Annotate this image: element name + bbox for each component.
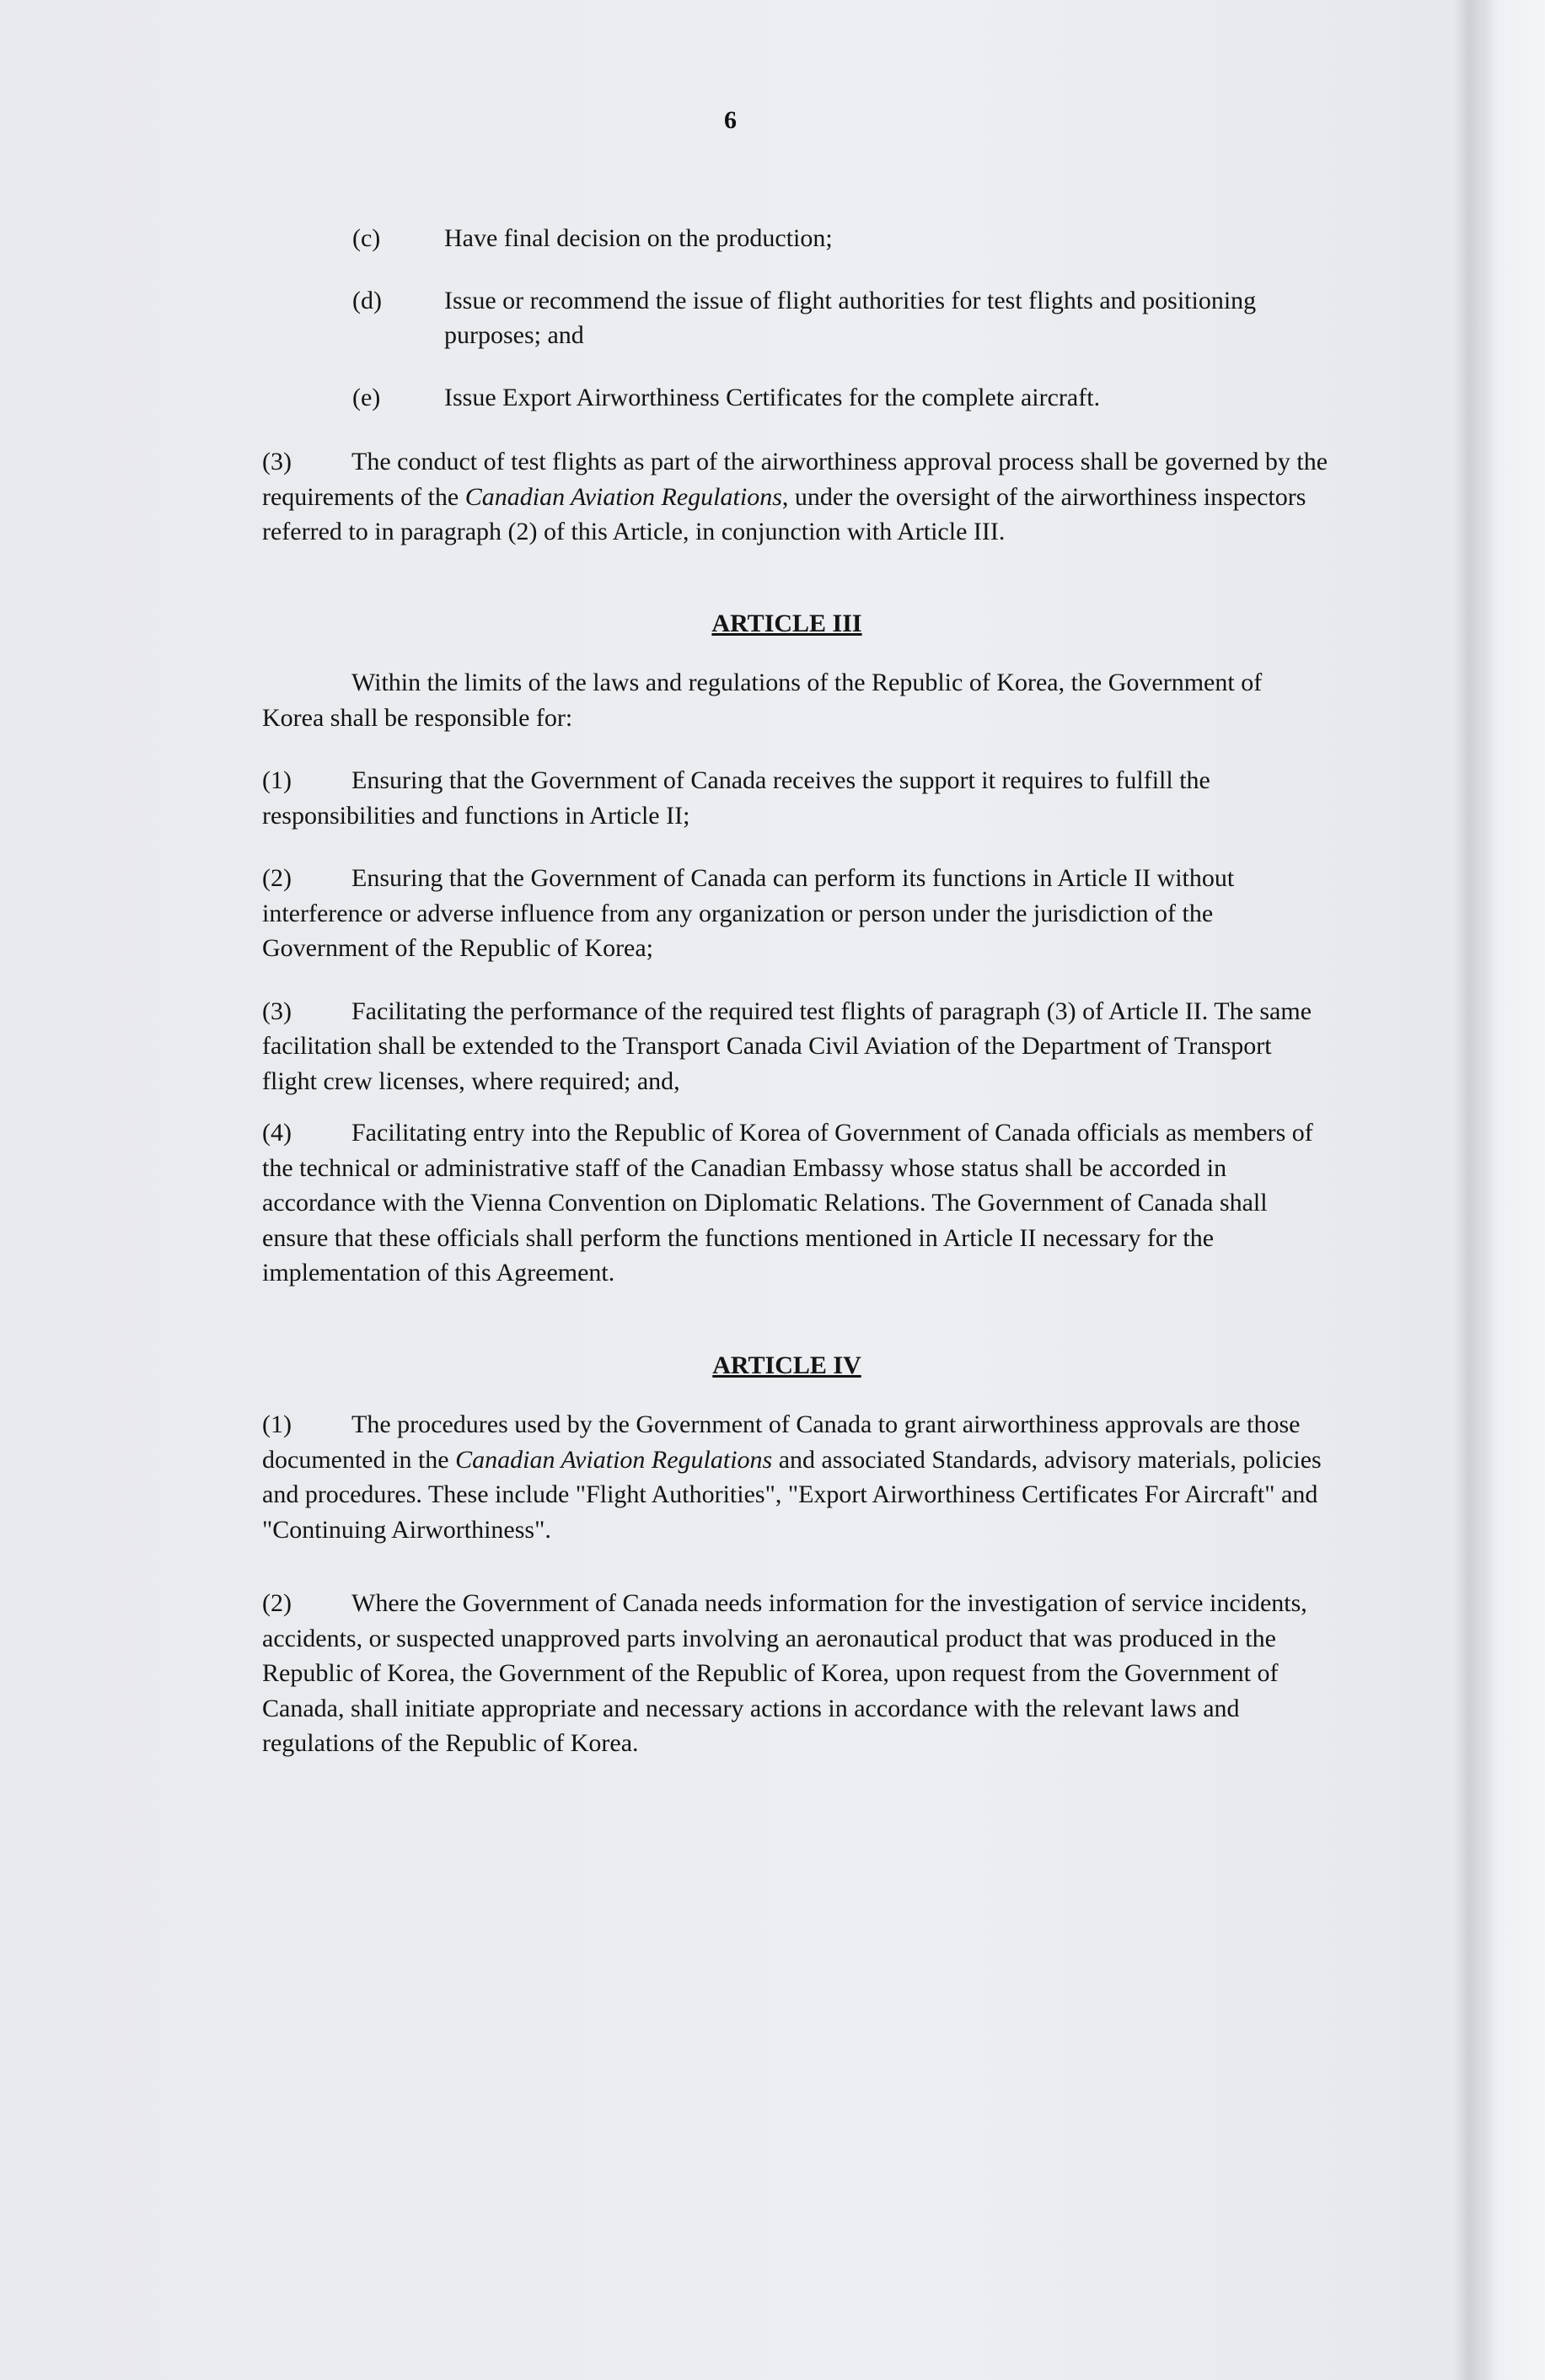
list-item-e [262, 380, 1328, 416]
paragraph-text: The procedures used by the Government of Canada to grant airworthiness approvals are those documented in the [262, 1410, 1301, 1474]
paragraph-number: (4) [262, 1119, 292, 1147]
article3-item-4 [262, 1115, 1328, 1291]
paragraph-number: (1) [262, 1410, 292, 1438]
paragraph-text: The conduct of test flights as part of the airworthiness approval process shall be governed by the requirements of the [262, 448, 1328, 511]
article3-item-2 [262, 861, 1328, 966]
page-number: 6 [724, 106, 737, 134]
article3-intro [262, 665, 1328, 735]
list-item-label: (e) [352, 383, 381, 411]
list-item-label: (c) [352, 224, 381, 252]
paragraph-number: (3) [262, 997, 292, 1025]
document-body [262, 221, 1328, 1789]
article3-item-1 [262, 763, 1328, 833]
paragraph-text: Within the limits of the laws and regulations of the Republic of Korea, the Government of Korea shall be responsible for: [262, 669, 1263, 732]
paragraph-text: Where the Government of Canada needs information for the investigation of service incidents, accidents, or suspected unapproved parts involving an aeronautical product that was produced in the Republic of Korea, the Government of the Republic of Korea, upon request from the Government of Canada, shall initiate appropriate and necessary actions in accordance with the relevant laws and regulations of the Republic of Korea. [262, 1589, 1307, 1757]
article-4-heading: ARTICLE IV [712, 1351, 861, 1379]
list-item-text: Have final decision on the production; [444, 224, 833, 252]
paragraph-text: Ensuring that the Government of Canada can perform its functions in Article II without interference or adverse influence from any organization or person under the jurisdiction of the Government of the Republic of Korea; [262, 864, 1235, 962]
list-item-text: Issue Export Airworthiness Certificates for the complete aircraft. [444, 383, 1101, 411]
regulation-title: Canadian Aviation Regulations [455, 1445, 773, 1474]
paragraph-text: , under the oversight of the airworthiness inspectors referred to in paragraph (2) of this Article, in conjunction with Article III. [262, 482, 1306, 545]
article-3-heading: ARTICLE III [711, 609, 862, 637]
list-item-d [262, 283, 1328, 353]
paragraph-text: Facilitating the performance of the required test flights of paragraph (3) of Article II. The same facilitation shall be extended to the Transport Canada Civil Aviation of the Department of Transport flight crew licenses, where required; and, [262, 997, 1312, 1095]
paragraph-text: Facilitating entry into the Republic of Korea of Government of Canada officials as members of the technical or administrative staff of the Canadian Embassy whose status shall be accorded in accordance with the Vienna Convention on Diplomatic Relations. The Government of Canada shall ensure that these officials shall perform the functions mentioned in Article II necessary for the implementation of this Agreement. [262, 1119, 1313, 1287]
article4-paragraph-2 [262, 1586, 1328, 1761]
regulation-title: Canadian Aviation Regulations [464, 482, 782, 511]
list-item-label: (d) [352, 286, 382, 314]
article2-paragraph-3 [262, 444, 1328, 550]
list-item-c [262, 221, 1328, 256]
paragraph-number: (1) [262, 766, 292, 794]
paragraph-text: and associated Standards, advisory materials, policies and procedures. These include "Flight Authorities", "Export Airworthiness Certificates For Aircraft" and "Continuing Airworthiness". [262, 1445, 1322, 1544]
paragraph-text: Ensuring that the Government of Canada receives the support it requires to fulfill the responsibilities and functions in Article II; [262, 766, 1210, 830]
article4-paragraph-1 [262, 1407, 1328, 1547]
article3-item-3 [262, 994, 1328, 1099]
paragraph-number: (3) [262, 448, 292, 475]
list-item-text: Issue or recommend the issue of flight authorities for test flights and positioning purposes; and [444, 286, 1257, 349]
page-edge-shadow [1454, 0, 1479, 2380]
paragraph-number: (2) [262, 864, 292, 892]
paragraph-number: (2) [262, 1589, 292, 1617]
